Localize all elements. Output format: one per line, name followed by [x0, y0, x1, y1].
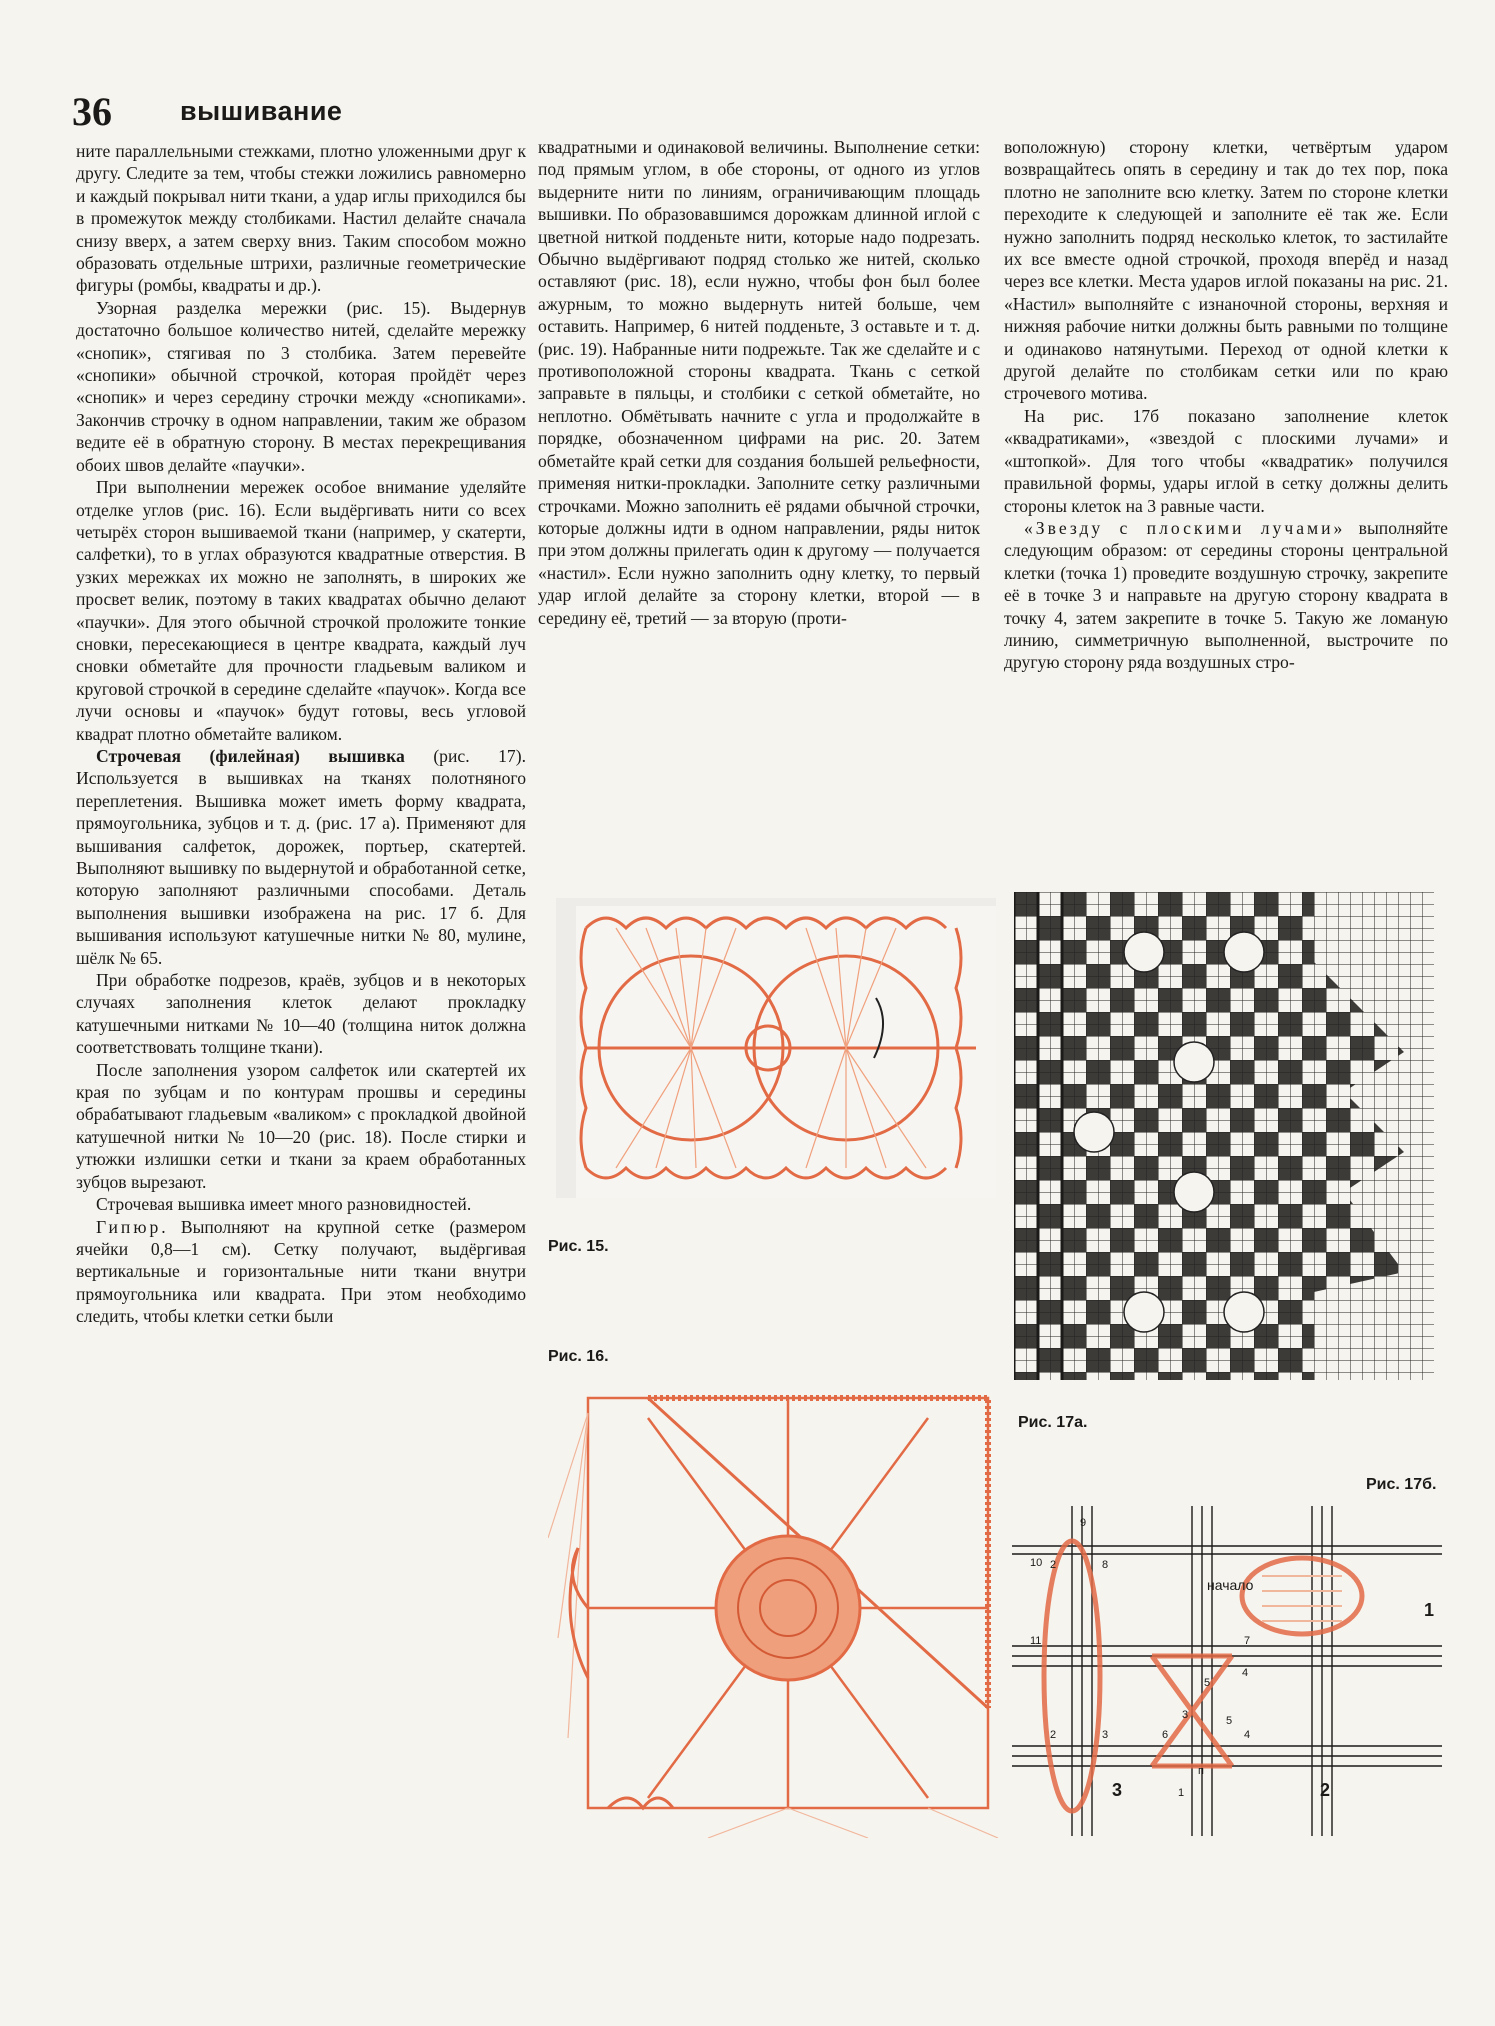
text-column-1	[76, 140, 526, 1840]
term-bold: Строчевая (филейная) вышивка	[96, 745, 405, 766]
point-label: 6	[1162, 1729, 1169, 1741]
point-label: 10	[1030, 1557, 1043, 1569]
label-start: начало	[1207, 1577, 1254, 1593]
paragraph: воположную) сторону клетки, четвёртым ударом возвращайтесь опять в середину и так до тех пор, пока плотно не заполните всю клетку. Затем по стороне клетки переходите к следующей и заполните её так же. Если нужно заполнить подряд несколько клеток, то застилайте их все вместе одной строчкой, проходя вперёд и назад через все клетки. Места ударов иглой показаны на рис. 21. «Настил» выполняйте с изнаночной стороны, верхняя и нижняя рабочие нитки должны быть равными по толщине и одинаково натянутыми. Переход от одной клетки к другой делайте по столбикам сетки или по краю строчевого мотива.	[1004, 137, 1448, 404]
figure-15-hemstitch	[556, 898, 996, 1198]
point-label: 3	[1102, 1729, 1109, 1741]
point-label: п	[1198, 1765, 1204, 1777]
point-label: 5	[1226, 1715, 1233, 1727]
term-spaced: «Звезду с плоскими лучами»	[1024, 517, 1346, 538]
paragraph: Узорная разделка мережки (рис. 15). Выдернув достаточно большое количество нитей, сделайте мережку «снопик», стягивая по 3 столбика. Затем перевейте «снопики» обычной строчкой, которая пройдёт через «снопик» и через середину строчки между «снопиками». Закончив строчку в одном направлении, таким же образом ведите её в обратную сторону. В местах перекрещивания обоих швов делайте «паучки».	[76, 297, 526, 475]
paragraph-text: выполняйте следующим образом: от середины стороны центральной клетки (точка 1) проведите воздушную строчку, закрепите её в точке 3 и направьте на другую сторону квадрата в точку 4, затем закрепите в точке 5. Такую же ломаную линию, симметричную выполненной, выстрочите по другую сторону ряда воздушных стро-	[1004, 517, 1448, 673]
caption-fig16: Рис. 16.	[548, 1348, 609, 1365]
paragraph: При выполнении мережек особое внимание уделяйте отделке углов (рис. 16). Если выдёргивать нити со всех четырёх сторон вышиваемой ткани (например, у скатерти, салфетки), то в углах образуются квадратные отверстия. В узких мережках их можно не заполнять, в широких же просвет велик, поэтому в таких квадратах обычно делают «паучки». Для этого обычной строчкой проложите тонкие сновки, пересекающиеся в центре квадрата, каждый луч сновки обметайте для прочности гладьевым валиком и круговой строчкой в середине сделайте «паучок». Когда все лучи основы и «паучок» будут готовы, весь угловой квадрат плотно обметайте валиком.	[76, 477, 526, 744]
term-spaced: Гипюр	[96, 1216, 162, 1237]
text-column-3	[1004, 136, 1448, 876]
text-column-2	[538, 136, 980, 876]
figure-17a-filet-grid	[1014, 892, 1434, 1380]
paragraph-text: . Выполняют на крупной сетке (размером ячейки 0,8—1 см). Сетку получают, выдёргивая вертикальные и горизонтальные нити ткани внутри прямоугольника или квадрата. При этом необходимо следить, чтобы клетки сетки были	[76, 1216, 526, 1327]
point-label: 3	[1182, 1709, 1189, 1721]
point-label: 4	[1242, 1667, 1249, 1679]
label-1: 1	[1424, 1600, 1435, 1620]
paragraph	[76, 745, 526, 969]
point-label: 2	[1050, 1729, 1057, 1741]
section-title: вышивание	[180, 96, 343, 126]
point-label: 8	[1102, 1559, 1109, 1571]
figure-17b-fillings	[1012, 1506, 1442, 1836]
point-label: 5	[1204, 1677, 1211, 1689]
paragraph: Строчевая вышивка имеет много разновидностей.	[96, 1194, 472, 1215]
paragraph	[1004, 517, 1448, 674]
label-3: 3	[1112, 1780, 1123, 1800]
paragraph: квадратными и одинаковой величины. Выполнение сетки: под прямым углом, в обе стороны, от одного из углов выдерните нити по линиям, ограничивающим площадь вышивки. По образовавшимся дорожкам длинной иглой с цветной ниткой подденьте нити, которые надо подрезать. Обычно выдёргивают подряд столько же нитей, сколько оставляют (рис. 18), если нужно, чтобы фон был более ажурным, то можно выдернуть нитей больше, чем оставить. Например, 6 нитей подденьте, 3 оставьте и т. д. (рис. 19). Набранные нити подрежьте. Так же сделайте и с противоположной стороны квадрата. Ткань с сеткой заправьте в пяльцы, и столбики с сеткой обметайте, но неплотно. Обмётывать начните с угла и продолжайте в порядке, обозначенном цифрами на рис. 20. Затем обметайте край сетки для создания большей рельефности, применяя нитки-прокладки. Заполните сетку различными строчками. Можно заполнить её рядами обычной строчки, которые должны идти в одном направлении, ряды ниток при этом должны прилегать один к другому — получается «настил». Если нужно заполнить одну клетку, то первый удар иглой делайте за сторону клетки, второй — в середину её, третий — за вторую (проти-	[538, 137, 980, 628]
paragraph: На рис. 17б показано заполнение клеток «квадратиками», «звездой с плоскими лучами» и «штопкой». Для того чтобы «квадратик» получился правильной формы, удары иглой в сетку должны делить стороны клеток на 3 равные части.	[1004, 405, 1448, 516]
figure-16-corner-spider	[548, 1378, 1000, 1838]
caption-fig17a: Рис. 17а.	[1018, 1414, 1088, 1431]
paragraph: ните параллельными стежками, плотно уложенными друг к другу. Следите за тем, чтобы стежки ложились равномерно и каждый покрывал нити ткани, а удар иглы приходился бы в промежуток между столбиками. Настил делайте сначала снизу вверх, а затем сверху вниз. Таким способом можно образовать отдельные штрихи, различные геометрические фигуры (ромбы, квадраты и др.).	[76, 141, 526, 296]
point-label: 2	[1050, 1559, 1057, 1571]
paragraph-text: (рис. 17). Используется в вышивках на тканях полотняного переплетения. Вышивка может иметь форму квадрата, прямоугольника, зубцов и т. д. (рис. 17 а). Применяют для вышивания салфеток, дорожек, портьер, скатертей. Выполняют вышивку по выдернутой и обработанной сетке, которую заполняют различными способами. Деталь выполнения вышивки изображена на рис. 17 б. Для вышивания используют катушечные нитки № 80, мулине, шёлк № 65.	[76, 745, 526, 968]
paragraph	[76, 1216, 526, 1328]
label-2: 2	[1320, 1780, 1331, 1800]
point-label: 7	[1244, 1635, 1251, 1647]
point-label: 9	[1080, 1517, 1087, 1529]
caption-fig17b: Рис. 17б.	[1366, 1476, 1437, 1493]
paragraph: При обработке подрезов, краёв, зубцов и в некоторых случаях заполнения клеток делают прокладку катушечными нитками № 10—40 (толщина ниток должна соответствовать толщине ткани).	[76, 970, 526, 1058]
paragraph: После заполнения узором салфеток или скатертей их края по зубцам и по контурам прошвы и середины обрабатывают гладьевым «валиком» с прокладкой двойной катушечной нитки № 10—20 (рис. 18). После стирки и утюжки излишки сетки и ткани за краем обработанных зубцов вырезают.	[76, 1059, 526, 1192]
point-label: 11	[1030, 1635, 1042, 1647]
point-label: 4	[1244, 1729, 1251, 1741]
page-number: 36	[72, 89, 112, 134]
caption-fig15: Рис. 15.	[548, 1238, 609, 1255]
point-label: 1	[1178, 1787, 1185, 1799]
